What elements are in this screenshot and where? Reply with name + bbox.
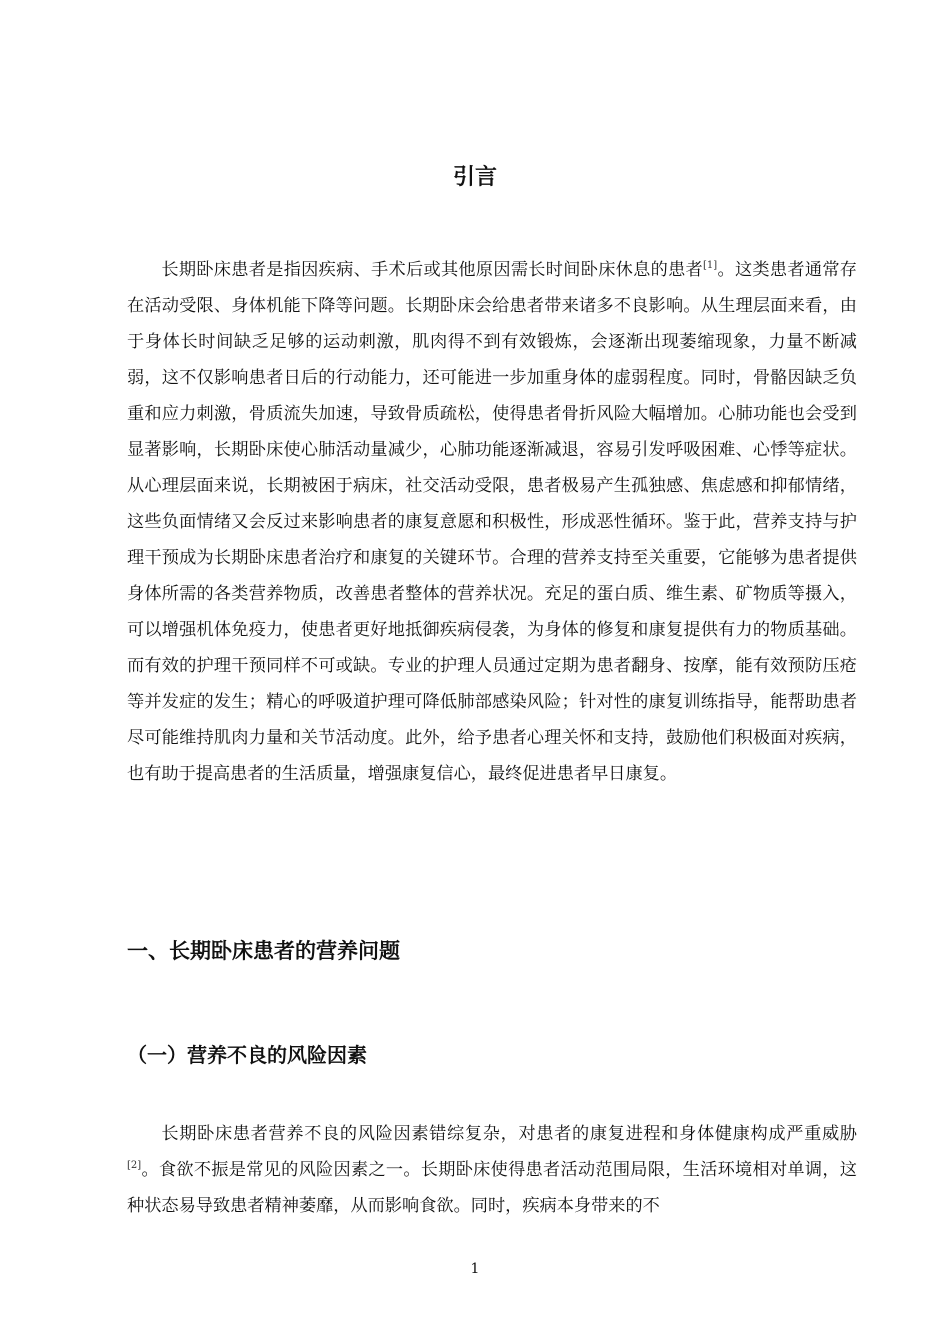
citation-ref-1: [1] bbox=[703, 260, 718, 271]
intro-text-rest: 。这类患者通常存在活动受限、身体机能下降等问题。长期卧床会给患者带来诸多不良影响。从生理层面来看，由于身体长时间缺乏足够的运动刺激，肌肉得不到有效锻炼，会逐渐出现萎缩现象，力量不断减弱，这不仅影响患者日后的行动能力，还可能进一步加重身体的虚弱程度。同时，骨骼因缺乏负重和应力刺激，骨质流失加速，导致骨质疏松，使得患者骨折风险大幅增加。心肺功能也会受到显著影响，长期卧床使心肺活动量减少，心肺功能逐渐减退，容易引发呼吸困难、心悸等症状。从心理层面来说，长期被困于病床，社交活动受限，患者极易产生孤独感、焦虑感和抑郁情绪，这些负面情绪又会反过来影响患者的康复意愿和积极性，形成恶性循环。鉴于此，营养支持与护理干预成为长期卧床患者治疗和康复的关键环节。合理的营养支持至关重要，它能够为患者提供身体所需的各类营养物质，改善患者整体的营养状况。充足的蛋白质、维生素、矿物质等摄入，可以增强机体免疫力，使患者更好地抵御疾病侵袭，为身体的修复和康复提供有力的物质基础。而有效的护理干预同样不可或缺。专业的护理人员通过定期为患者翻身、按摩，能有效预防压疮等并发症的发生；精心的呼吸道护理可降低肺部感染风险；针对性的康复训练指导，能帮助患者尽可能维持肌肉力量和关节活动度。此外，给予患者心理关怀和支持，鼓励他们积极面对疾病，也有助于提高患者的生活质量，增强康复信心，最终促进患者早日康复。 bbox=[127, 260, 857, 784]
citation-ref-2: [2] bbox=[127, 1160, 142, 1171]
intro-text-start: 长期卧床患者是指因疾病、手术后或其他原因需长时间卧床休息的患者 bbox=[161, 260, 704, 280]
subsection-heading: （一）营养不良的风险因素 bbox=[127, 1043, 367, 1067]
page-title: 引言 bbox=[452, 165, 497, 190]
subsection-text-rest: 。食欲不振是常见的风险因素之一。长期卧床使得患者活动范围局限，生活环境相对单调，这种状态易导致患者精神萎靡，从而影响食欲。同时，疾病本身带来的不 bbox=[127, 1160, 857, 1216]
intro-paragraph bbox=[127, 252, 857, 792]
page-number: 1 bbox=[470, 1261, 480, 1277]
subsection-paragraph bbox=[127, 1116, 857, 1224]
section-heading: 一、长期卧床患者的营养问题 bbox=[127, 939, 400, 963]
subsection-text-start: 长期卧床患者营养不良的风险因素错综复杂，对患者的康复进程和身体健康构成严重威胁 bbox=[161, 1124, 857, 1144]
